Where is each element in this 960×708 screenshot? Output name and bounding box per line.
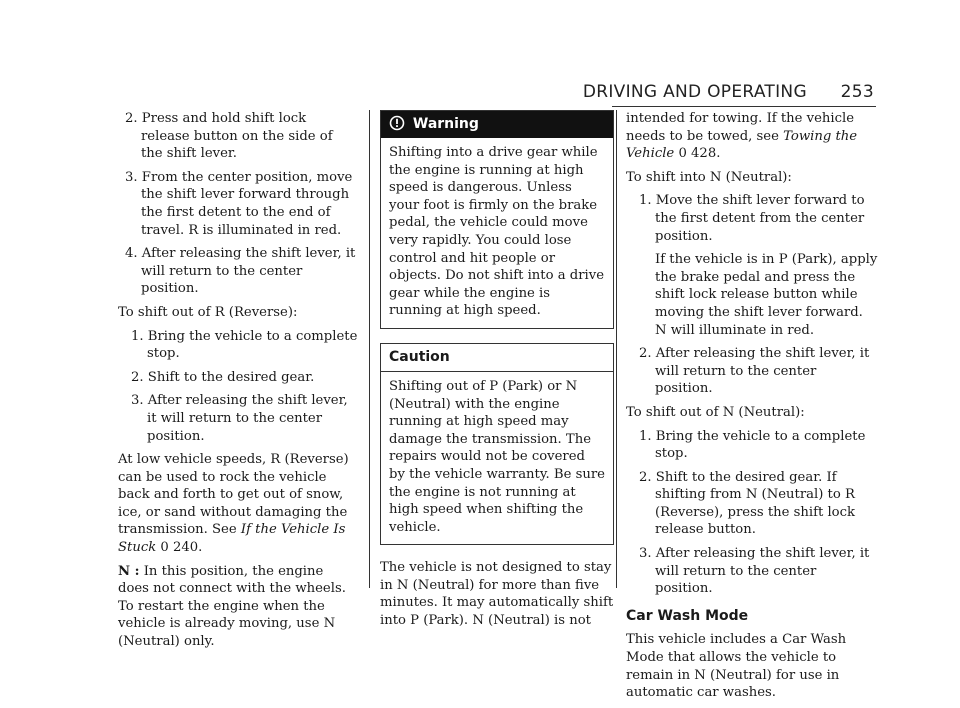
- column-divider: [369, 110, 370, 588]
- warning-text: Shifting into a drive gear while the engine is running at high speed is dangerous. Unless your foot is firmly on the brake pedal, the vehicle could move very rapidly. You could lose control and hit people or objects. Do not shift into a drive gear while the engine is running at high speed.: [389, 145, 605, 319]
- neutral-label: N :: [118, 563, 140, 579]
- towing-link[interactable]: Towing the Vehicle: [626, 128, 858, 162]
- section-title: DRIVING AND OPERATING: [582, 82, 807, 102]
- out-neutral-intro: To shift out of N (Neutral):: [626, 404, 805, 420]
- list-item: 3. After releasing the shift lever, it will return to the center position.: [131, 393, 348, 444]
- into-neutral-intro: To shift into N (Neutral):: [626, 169, 792, 185]
- list-item: 2. Shift to the desired gear. If shifting from N (Neutral) to R (Reverse), press the shift lock release button.: [639, 469, 855, 538]
- warning-icon: [389, 115, 405, 131]
- warning-box: [380, 110, 614, 329]
- column-divider: [616, 110, 617, 588]
- page-number: 253: [840, 82, 874, 102]
- warning-title: Warning: [412, 116, 479, 132]
- shift-out-of-neutral-steps: [626, 428, 878, 598]
- caution-box: [380, 343, 614, 545]
- shift-into-neutral-steps: [626, 192, 878, 398]
- list-item: 2. After releasing the shift lever, it will return to the center position.: [639, 346, 870, 397]
- column-middle: [380, 110, 614, 636]
- shift-into-reverse-steps: [118, 110, 358, 298]
- header-rule: [612, 106, 876, 107]
- neutral-paragraph: N : In this position, the engine does not connect with the wheels. To restart the engine when the vehicle is already moving, use N (Neutral) only.: [118, 563, 346, 650]
- tow-paragraph-cont: intended for towing. If the vehicle needs to be towed, see Towing the Vehicle 0 428.: [626, 111, 858, 162]
- car-wash-heading: Car Wash Mode: [626, 607, 749, 624]
- tow-paragraph: The vehicle is not designed to stay in N (Neutral) for more than five minutes. It may automatically shift into P (Park). N (Neutral) is not: [380, 560, 614, 629]
- shift-out-of-reverse-steps: [118, 328, 358, 446]
- page-ref: 0 240.: [160, 540, 203, 556]
- list-item: 2. Press and hold shift lock release button on the side of the shift lever.: [125, 111, 333, 162]
- list-item: 1. Bring the vehicle to a complete stop.: [639, 428, 866, 462]
- page-header: [583, 82, 874, 102]
- list-item: 2. Shift to the desired gear.: [131, 369, 315, 385]
- list-item-note: If the vehicle is in P (Park), apply the brake pedal and press the shift lock release button while moving the shift lever forward. N will illuminate in red.: [655, 252, 878, 338]
- list-item: 1. Bring the vehicle to a complete stop.: [131, 328, 358, 362]
- stuck-link[interactable]: If the Vehicle Is Stuck: [118, 522, 346, 556]
- caution-text: Shifting out of P (Park) or N (Neutral) with the engine running at high speed may damage the transmission. The repairs would not be covered by the vehicle warranty. Be sure the engine is not running at high speed when shifting the vehicle.: [389, 378, 605, 535]
- rock-paragraph: At low vehicle speeds, R (Reverse) can be used to rock the vehicle back and forth to get out of snow, ice, or sand without damaging the transmission. See If the Vehicle Is Stuck 0 240.: [118, 452, 349, 556]
- car-wash-text: This vehicle includes a Car Wash Mode that allows the vehicle to remain in N (Neutral) for use in automatic car washes.: [626, 632, 847, 701]
- list-item: 3. After releasing the shift lever, it will return to the center position.: [639, 546, 870, 597]
- caution-title: Caution: [381, 344, 613, 372]
- reverse-intro: To shift out of R (Reverse):: [118, 304, 298, 320]
- column-left: [118, 110, 358, 657]
- column-right: [626, 110, 878, 708]
- page-ref: 0 428.: [678, 146, 721, 162]
- list-item: 4. After releasing the shift lever, it will return to the center position.: [125, 246, 356, 297]
- list-item: 3. From the center position, move the shift lever forward through the first detent to the end of travel. R is illuminated in red.: [125, 169, 353, 238]
- list-item: 1. Move the shift lever forward to the first detent from the center position.: [639, 193, 865, 244]
